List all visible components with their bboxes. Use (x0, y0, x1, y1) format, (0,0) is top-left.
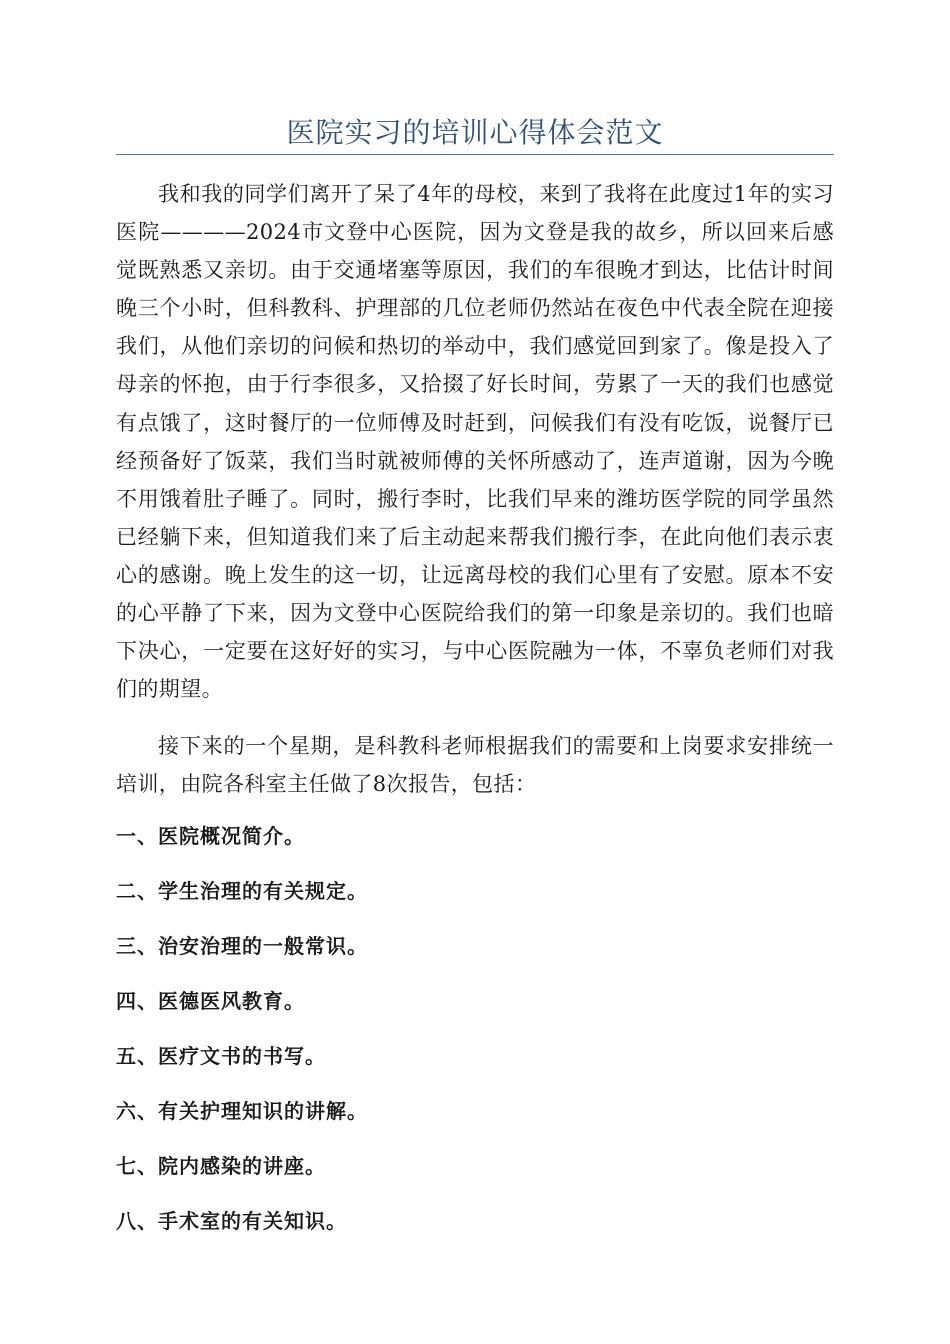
document-title: 医院实习的培训心得体会范文 (286, 116, 664, 149)
list-item: 三、治安治理的一般常识。 (116, 934, 368, 958)
body-paragraph-1: 我和我的同学们离开了呆了4年的母校，来到了我将在此度过1年的实习医院————2024市文登中心医院，因为文登是我的故乡，所以回来后感觉既熟悉又亲切。由于交通堵塞等原因，我们的车很晚才到达，比估计时间晚三个小时，但科教科、护理部的几位老师仍然站在夜色中代表全院在迎接我们，从他们亲切的问候和热切的举动中，我们感觉回到家了。像是投入了母亲的怀抱，由于行李很多，又拾掇了好长时间，劳累了一天的我们也感觉有点饿了，这时餐厅的一位师傅及时赶到，问候我们有没有吃饭，说餐厅已经预备好了饭菜，我们当时就被师傅的关怀所感动了，连声道谢，因为今晚不用饿着肚子睡了。同时，搬行李时，比我们早来的潍坊医学院的同学虽然已经躺下来，但知道我们来了后主动起来帮我们搬行李，在此向他们表示衷心的感谢。晚上发生的这一切，让远离母校的我们心里有了安慰。原本不安的心平静了下来，因为文登中心医院给我们的第一印象是亲切的。我们也暗下决心，一定要在这好好的实习，与中心医院融为一体，不辜负老师们对我们的期望。 (116, 182, 834, 702)
list-item: 二、学生治理的有关规定。 (116, 879, 368, 903)
list-item: 五、医疗文书的书写。 (116, 1044, 326, 1068)
title-underline (116, 154, 834, 155)
list-item: 七、院内感染的讲座。 (116, 1154, 326, 1178)
body-paragraph-2: 接下来的一个星期，是科教科老师根据我们的需要和上岗要求安排统一培训，由院各科室主任做了8次报告，包括： (116, 734, 834, 797)
list-item: 八、手术室的有关知识。 (116, 1209, 347, 1233)
training-topics-list (116, 817, 834, 1257)
list-item: 一、医院概况简介。 (116, 824, 305, 848)
list-item: 四、医德医风教育。 (116, 989, 305, 1013)
list-item: 六、有关护理知识的讲解。 (116, 1099, 368, 1123)
